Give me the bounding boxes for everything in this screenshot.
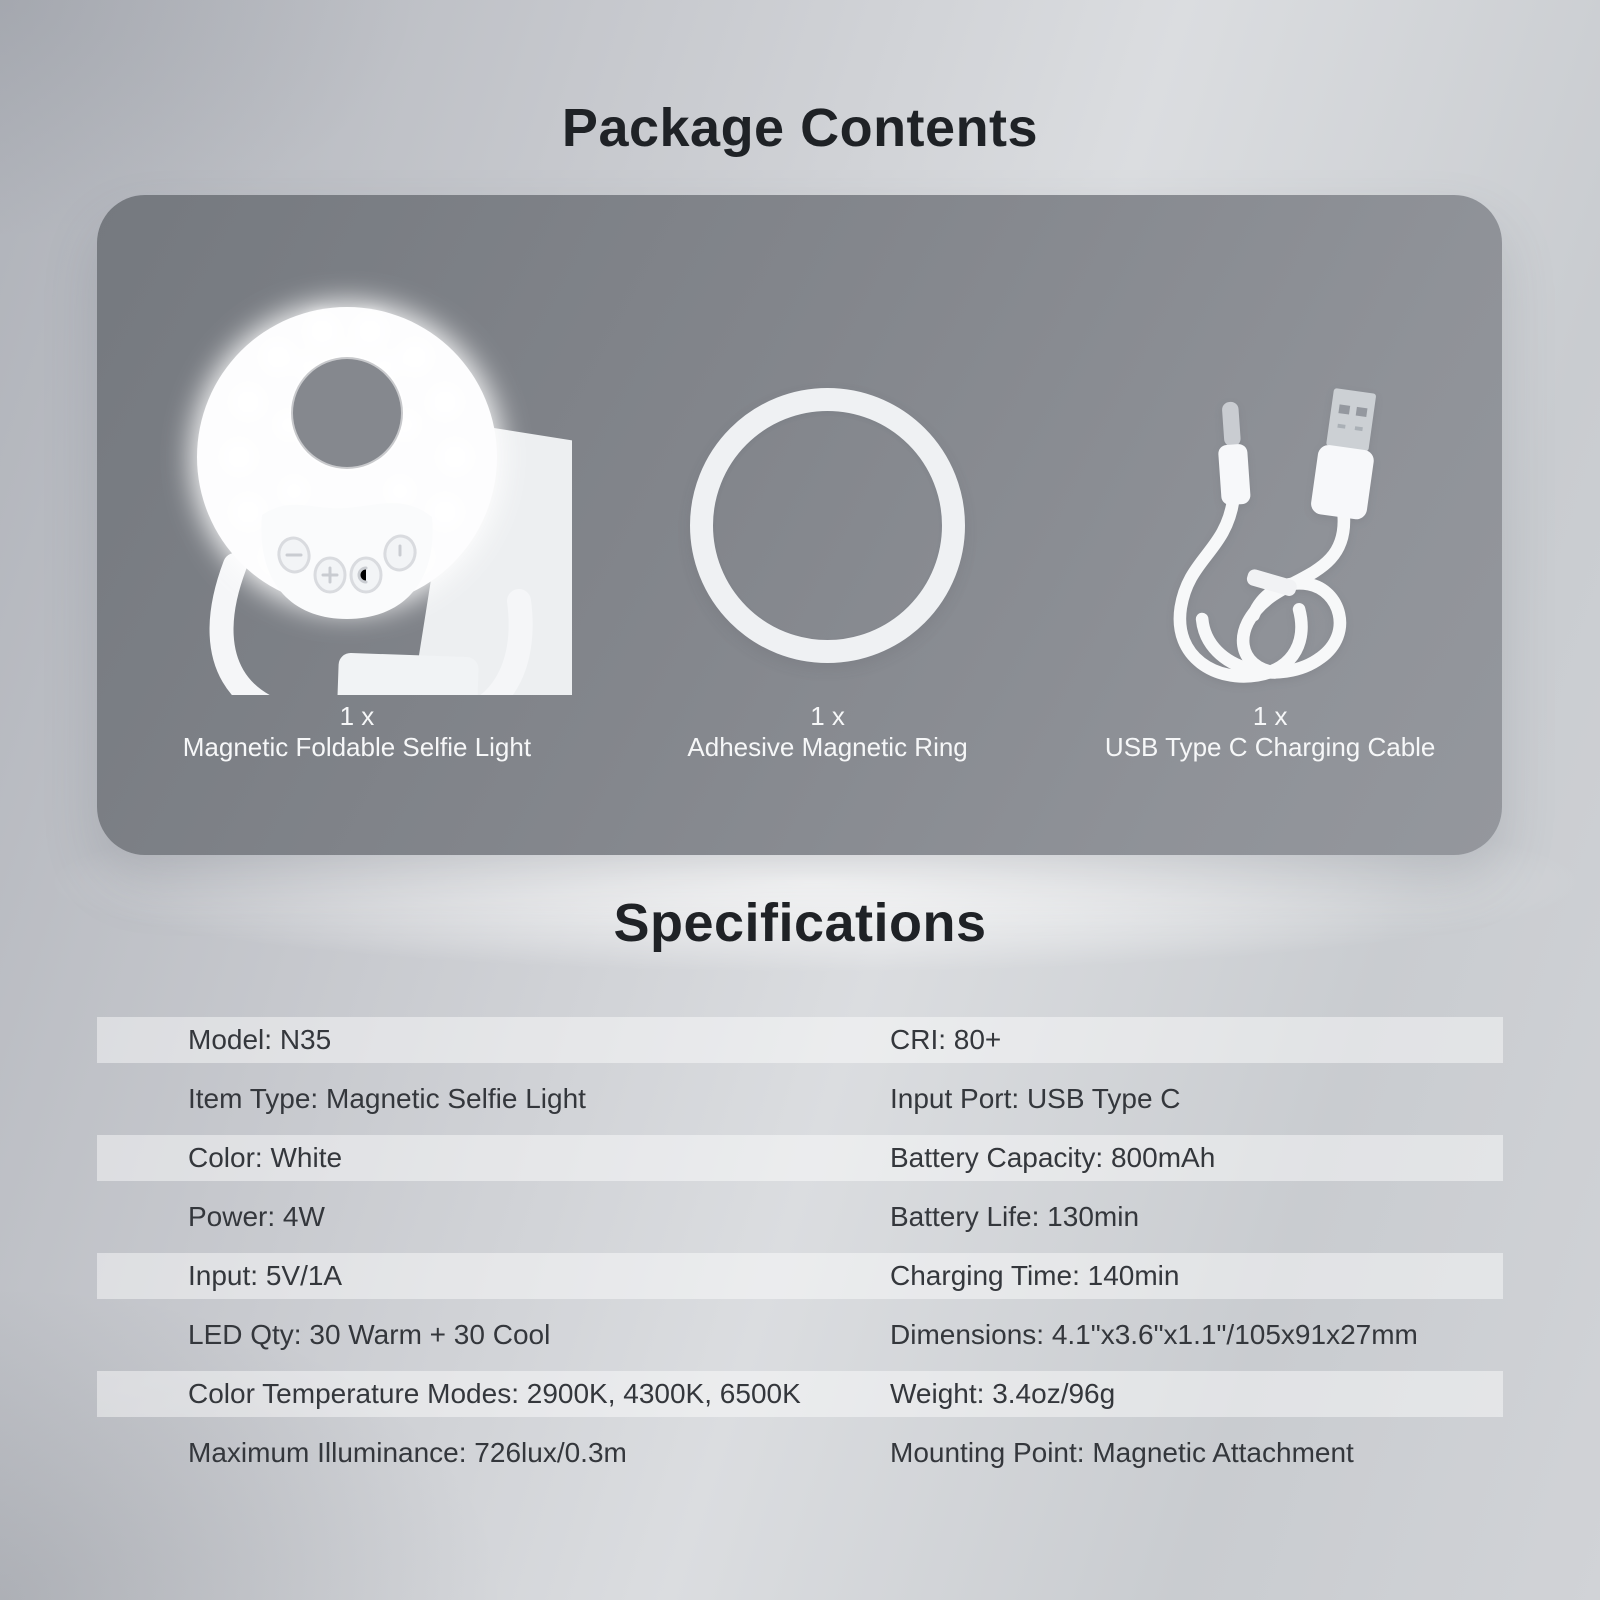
item-name: USB Type C Charging Cable [1104,732,1436,762]
item-qty: 1 x [339,701,375,731]
specifications-title: Specifications [613,893,987,953]
usb-cable-illustration [1120,365,1420,685]
item-name: Adhesive Magnetic Ring [687,732,968,762]
package-item-selfie-light [97,195,617,855]
usb-cable-image [1120,365,1420,685]
selfie-light-illustration [142,265,572,695]
package-contents-title: Package Contents [561,98,1039,158]
package-contents-panel [97,195,1502,855]
spec-cell-left: Power: 4W [188,1201,325,1232]
spec-cell-right: Charging Time: 140min [890,1260,1180,1291]
specifications-table [97,1017,1503,1489]
usb-a-connector [1310,387,1383,521]
cable-loops [1180,501,1344,677]
spec-row [97,1430,1503,1476]
spec-row [97,1135,1503,1181]
spec-row [97,1194,1503,1240]
stand-leg [337,653,479,695]
item-caption [1105,701,1435,763]
spec-cell-left: Color Temperature Modes: 2900K, 4300K, 6500K [188,1378,801,1409]
magnetic-ring-illustration [690,388,965,663]
item-qty: 1 x [810,701,845,731]
spec-cell-right: Dimensions: 4.1"x3.6"x1.1"/105x91x27mm [890,1319,1418,1350]
spec-cell-left: Item Type: Magnetic Selfie Light [188,1083,586,1114]
item-qty: 1 x [1252,701,1288,731]
spec-row [97,1253,1503,1299]
item-name: Magnetic Foldable Selfie Light [182,732,532,762]
selfie-light-image [142,265,572,695]
spec-cell-left: LED Qty: 30 Warm + 30 Cool [188,1319,551,1350]
spec-cell-left: Maximum Illuminance: 726lux/0.3m [188,1437,627,1468]
magnetic-ring-image [690,385,965,665]
spec-cell-right: Mounting Point: Magnetic Attachment [890,1437,1354,1468]
spec-cell-right: Weight: 3.4oz/96g [890,1378,1116,1409]
package-item-magnetic-ring [617,195,1039,855]
spec-cell-right: Input Port: USB Type C [890,1083,1181,1114]
spec-row [97,1076,1503,1122]
package-item-usb-cable [1038,195,1502,855]
spec-row [97,1017,1503,1063]
spec-cell-right: CRI: 80+ [890,1024,1002,1055]
item-caption [687,701,967,763]
spec-cell-left: Color: White [188,1142,343,1173]
item-caption [183,701,531,763]
spec-cell-right: Battery Life: 130min [890,1201,1140,1232]
usb-c-connector [1215,401,1251,506]
spec-cell-right: Battery Capacity: 800mAh [890,1142,1216,1173]
spec-cell-left: Input: 5V/1A [188,1260,343,1291]
spec-cell-left: Model: N35 [188,1024,332,1055]
spec-row [97,1312,1503,1358]
spec-row [97,1371,1503,1417]
